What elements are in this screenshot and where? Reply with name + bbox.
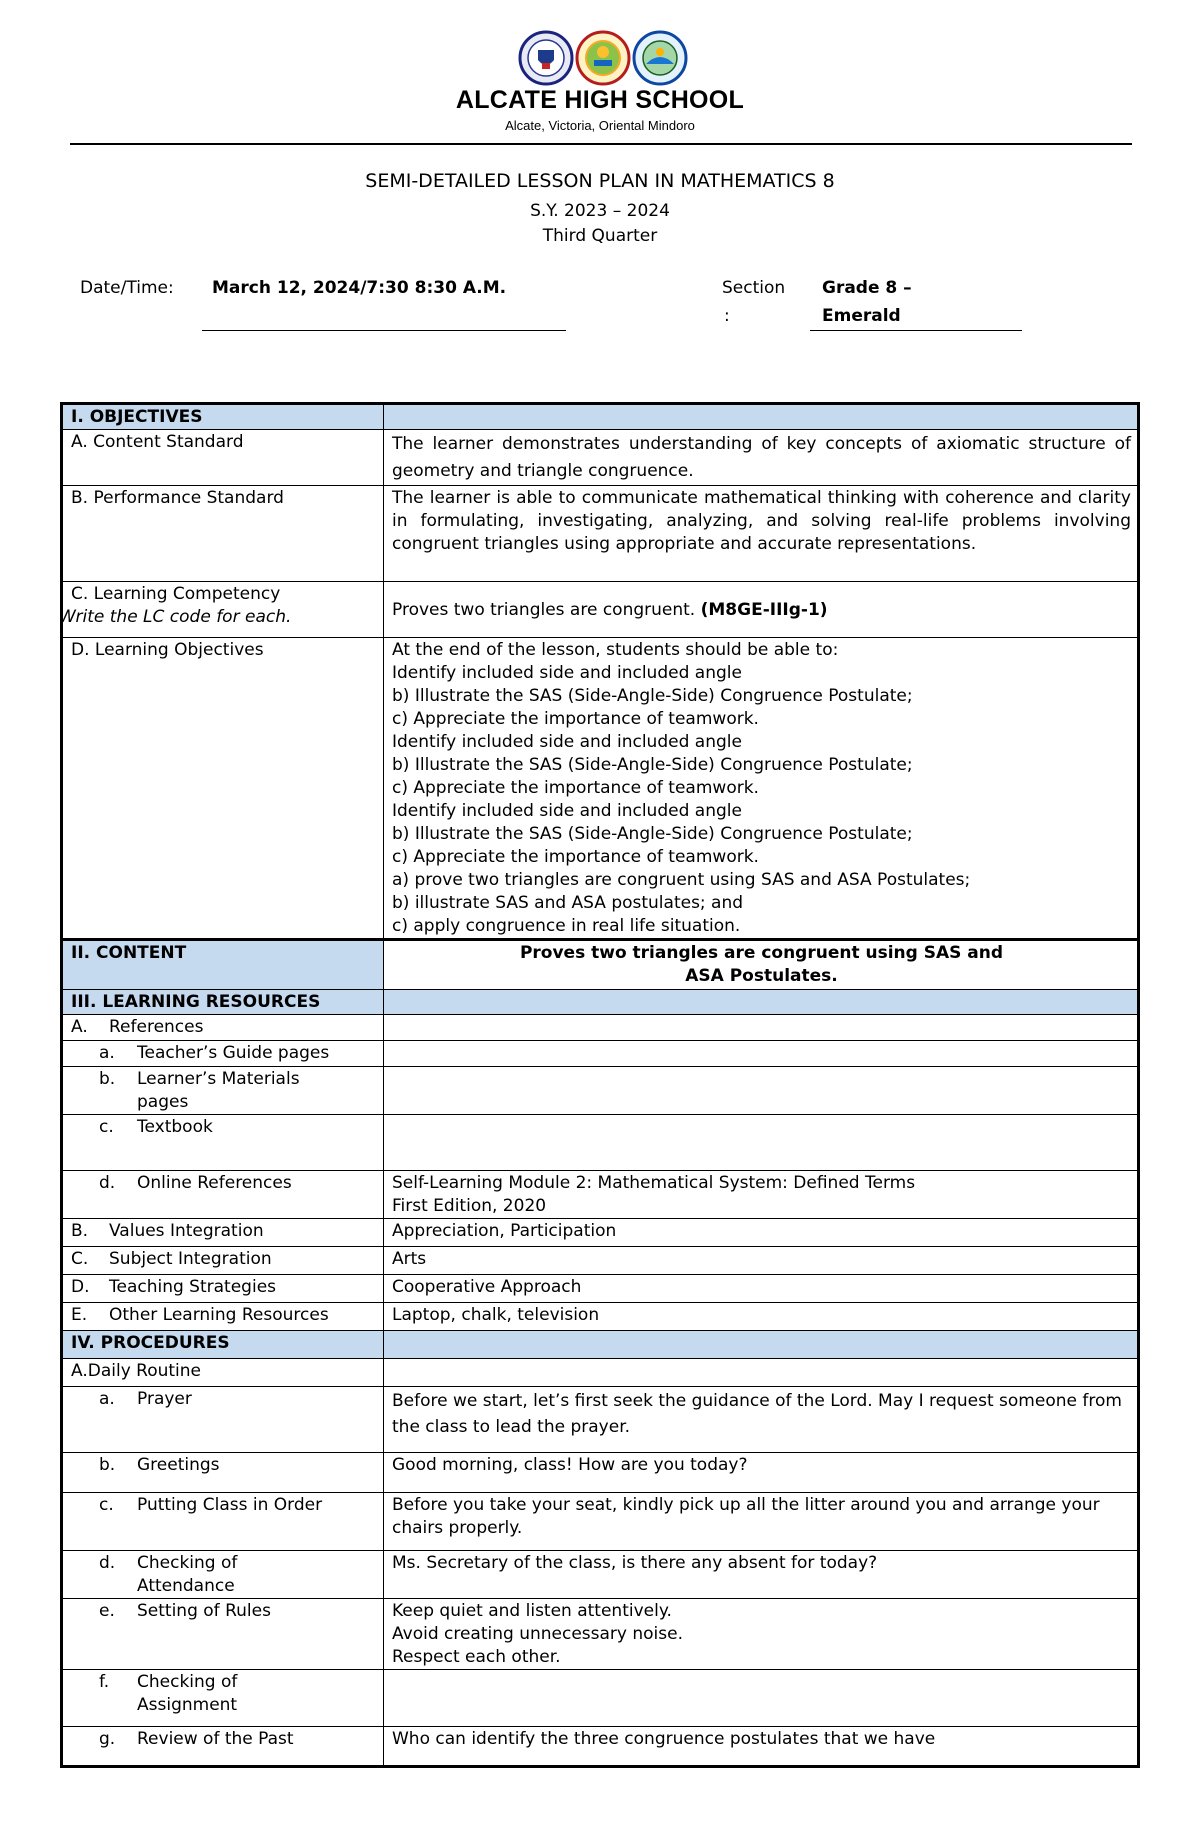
other-label: Other Learning Resources <box>109 1305 329 1325</box>
objectives-heading: I. OBJECTIVES <box>62 404 384 430</box>
online-label: Online References <box>137 1173 292 1193</box>
table-row <box>62 1171 1139 1219</box>
table-row <box>62 1219 1139 1247</box>
competency-code: (M8GE-IIIg-1) <box>700 599 828 620</box>
values-value: Appreciation, Participation <box>384 1219 1139 1247</box>
table-row <box>62 1453 1139 1493</box>
list-marker: C. <box>71 1249 89 1269</box>
learning-objectives-list <box>384 638 1139 940</box>
textbook-label: Textbook <box>137 1117 213 1137</box>
daily-routine-label: A.Daily Routine <box>62 1359 384 1387</box>
order-text: Before you take your seat, kindly pick up all the litter around you and arrange your chairs properly. <box>384 1493 1139 1551</box>
list-marker: d. <box>99 1553 116 1573</box>
performance-standard-label: B. Performance Standard <box>62 486 384 582</box>
assignment-label-line1: Checking of <box>137 1672 238 1692</box>
greetings-text: Good morning, class! How are you today? <box>384 1453 1139 1493</box>
school-seal-icon <box>577 32 629 84</box>
content-text-line2: ASA Postulates. <box>685 966 838 986</box>
division-seal-icon <box>634 32 686 84</box>
lm-label-line1: Learner’s Materials <box>137 1069 300 1089</box>
greetings-cell <box>62 1453 384 1493</box>
list-marker: c. <box>99 1495 114 1515</box>
rules-cell <box>62 1599 384 1670</box>
table-row <box>62 1067 1139 1115</box>
competency-text-cell <box>384 582 1139 638</box>
list-marker: b. <box>99 1455 116 1475</box>
content-standard-text: The learner demonstrates understanding of key concepts of axiomatic structure of geometry and triangle congruence. <box>384 430 1139 486</box>
content-text-line1: Proves two triangles are congruent using SAS and <box>519 943 1004 963</box>
procedures-heading-blank <box>384 1331 1139 1359</box>
textbook-cell <box>62 1115 384 1171</box>
strategies-cell <box>62 1275 384 1303</box>
assignment-cell <box>62 1670 384 1727</box>
school-name: ALCATE HIGH SCHOOL <box>455 86 745 114</box>
attendance-cell <box>62 1551 384 1599</box>
learning-objectives-label: D. Learning Objectives <box>62 638 384 940</box>
section-colon: : <box>724 306 730 326</box>
rules-list <box>384 1599 1139 1670</box>
date-time-underline <box>202 330 566 331</box>
attendance-label-line2: Attendance <box>137 1576 235 1596</box>
other-cell <box>62 1303 384 1331</box>
assignment-value <box>384 1670 1139 1727</box>
list-marker: a. <box>99 1043 115 1063</box>
references-label: References <box>109 1017 204 1037</box>
list-marker: D. <box>71 1277 90 1297</box>
list-marker: f. <box>99 1672 110 1692</box>
list-marker: A. <box>71 1017 88 1037</box>
other-value: Laptop, chalk, television <box>384 1303 1139 1331</box>
list-item: Identify included side and included angle <box>392 732 742 752</box>
procedures-header-row <box>62 1331 1139 1359</box>
content-heading: II. CONTENT <box>62 940 384 990</box>
document-title: SEMI-DETAILED LESSON PLAN IN MATHEMATICS 8 <box>365 170 835 192</box>
list-item: b) Illustrate the SAS (Side-Angle-Side) Congruence Postulate; <box>392 686 913 706</box>
tg-value <box>384 1041 1139 1067</box>
prayer-label: Prayer <box>137 1389 192 1409</box>
textbook-value <box>384 1115 1139 1171</box>
content-row <box>62 940 1139 990</box>
list-item: Keep quiet and listen attentively. <box>392 1601 672 1621</box>
table-row <box>62 1115 1139 1171</box>
strategies-label: Teaching Strategies <box>109 1277 277 1297</box>
list-marker: c. <box>99 1117 114 1137</box>
header-divider <box>70 143 1132 145</box>
list-marker: a. <box>99 1389 115 1409</box>
list-marker: e. <box>99 1601 115 1621</box>
quarter: Third Quarter <box>542 226 658 246</box>
section-underline <box>810 330 1022 331</box>
header-logos <box>518 30 688 86</box>
date-time-label: Date/Time: <box>80 278 174 298</box>
list-item: c) Appreciate the importance of teamwork. <box>392 778 759 798</box>
content-text-cell <box>384 940 1139 990</box>
online-value <box>384 1171 1139 1219</box>
competency-text: Proves two triangles are congruent. <box>392 599 696 620</box>
daily-routine-value <box>384 1359 1139 1387</box>
competency-label: C. Learning Competency <box>71 584 281 604</box>
deped-seal-icon <box>520 32 572 84</box>
objectives-header-row <box>62 404 1139 430</box>
prayer-text: Before we start, let’s first seek the guidance of the Lord. May I request someone from the class to lead the prayer. <box>384 1387 1139 1453</box>
table-row <box>62 1359 1139 1387</box>
greetings-label: Greetings <box>137 1455 220 1475</box>
lm-label-line2: pages <box>137 1092 189 1112</box>
list-marker: g. <box>99 1729 116 1749</box>
online-line1: Self-Learning Module 2: Mathematical System: Defined Terms <box>392 1173 916 1193</box>
competency-cell <box>59 582 384 638</box>
table-row <box>62 1015 1139 1041</box>
table-row <box>62 1493 1139 1551</box>
tg-label: Teacher’s Guide pages <box>137 1043 330 1063</box>
lm-cell <box>62 1067 384 1115</box>
review-text: Who can identify the three congruence postulates that we have <box>384 1727 1139 1767</box>
table-row <box>62 1303 1139 1331</box>
review-label: Review of the Past <box>137 1729 294 1749</box>
rules-label: Setting of Rules <box>137 1601 271 1621</box>
references-value <box>384 1015 1139 1041</box>
table-row <box>62 1670 1139 1727</box>
assignment-label-line2: Assignment <box>137 1695 238 1715</box>
objectives-heading-blank <box>384 404 1139 430</box>
resources-header-row <box>62 990 1139 1015</box>
table-row <box>62 582 1139 638</box>
list-item: Identify included side and included angle <box>392 663 742 683</box>
resources-heading: III. LEARNING RESOURCES <box>62 990 384 1015</box>
list-marker: d. <box>99 1173 116 1193</box>
date-time-value: March 12, 2024/7:30 8:30 A.M. <box>212 278 507 298</box>
section-value-line1: Grade 8 – <box>822 278 912 298</box>
subject-value: Arts <box>384 1247 1139 1275</box>
table-row <box>62 1247 1139 1275</box>
procedures-heading: IV. PROCEDURES <box>62 1331 384 1359</box>
table-row <box>62 430 1139 486</box>
review-cell <box>62 1727 384 1767</box>
school-address: Alcate, Victoria, Oriental Mindoro <box>505 118 695 133</box>
online-cell <box>62 1171 384 1219</box>
performance-standard-text: The learner is able to communicate mathematical thinking with coherence and clarity in formulating, investigating, analyzing, and solving real-life problems involving congruent triangles using appropriate and accurate representations. <box>384 486 1139 582</box>
list-item: Identify included side and included angle <box>392 801 742 821</box>
list-item: Respect each other. <box>392 1647 561 1667</box>
table-row <box>62 1551 1139 1599</box>
list-item: c) Appreciate the importance of teamwork. <box>392 709 759 729</box>
order-label: Putting Class in Order <box>137 1495 323 1515</box>
online-line2: First Edition, 2020 <box>392 1196 547 1216</box>
lesson-plan-table <box>60 402 1140 1768</box>
subject-cell <box>62 1247 384 1275</box>
list-item: c) apply congruence in real life situation. <box>392 916 741 936</box>
table-row <box>62 638 1139 940</box>
list-item: c) Appreciate the importance of teamwork. <box>392 847 759 867</box>
subject-label: Subject Integration <box>109 1249 272 1269</box>
competency-note: Write the LC code for each. <box>59 607 292 627</box>
values-label: Values Integration <box>109 1221 264 1241</box>
tg-cell <box>62 1041 384 1067</box>
attendance-label-line1: Checking of <box>137 1553 238 1573</box>
table-row <box>62 1041 1139 1067</box>
content-standard-label: A. Content Standard <box>62 430 384 486</box>
resources-heading-blank <box>384 990 1139 1015</box>
table-row <box>62 486 1139 582</box>
prayer-cell <box>62 1387 384 1453</box>
values-cell <box>62 1219 384 1247</box>
list-marker: b. <box>99 1069 116 1089</box>
section-value-line2: Emerald <box>822 306 901 326</box>
section-label: Section <box>722 278 786 298</box>
order-cell <box>62 1493 384 1551</box>
lm-value <box>384 1067 1139 1115</box>
list-item: At the end of the lesson, students should be able to: <box>392 640 839 660</box>
table-row <box>62 1275 1139 1303</box>
list-item: a) prove two triangles are congruent using SAS and ASA Postulates; <box>392 870 971 890</box>
table-row <box>62 1599 1139 1670</box>
references-cell <box>62 1015 384 1041</box>
table-row <box>62 1387 1139 1453</box>
strategies-value: Cooperative Approach <box>384 1275 1139 1303</box>
school-year: S.Y. 2023 – 2024 <box>530 201 670 221</box>
list-item: b) Illustrate the SAS (Side-Angle-Side) Congruence Postulate; <box>392 755 913 775</box>
list-item: Avoid creating unnecessary noise. <box>392 1624 684 1644</box>
list-marker: B. <box>71 1221 89 1241</box>
table-row <box>62 1727 1139 1767</box>
list-item: b) illustrate SAS and ASA postulates; and <box>392 893 744 913</box>
list-marker: E. <box>71 1305 88 1325</box>
attendance-text: Ms. Secretary of the class, is there any absent for today? <box>384 1551 1139 1599</box>
list-item: b) Illustrate the SAS (Side-Angle-Side) Congruence Postulate; <box>392 824 913 844</box>
